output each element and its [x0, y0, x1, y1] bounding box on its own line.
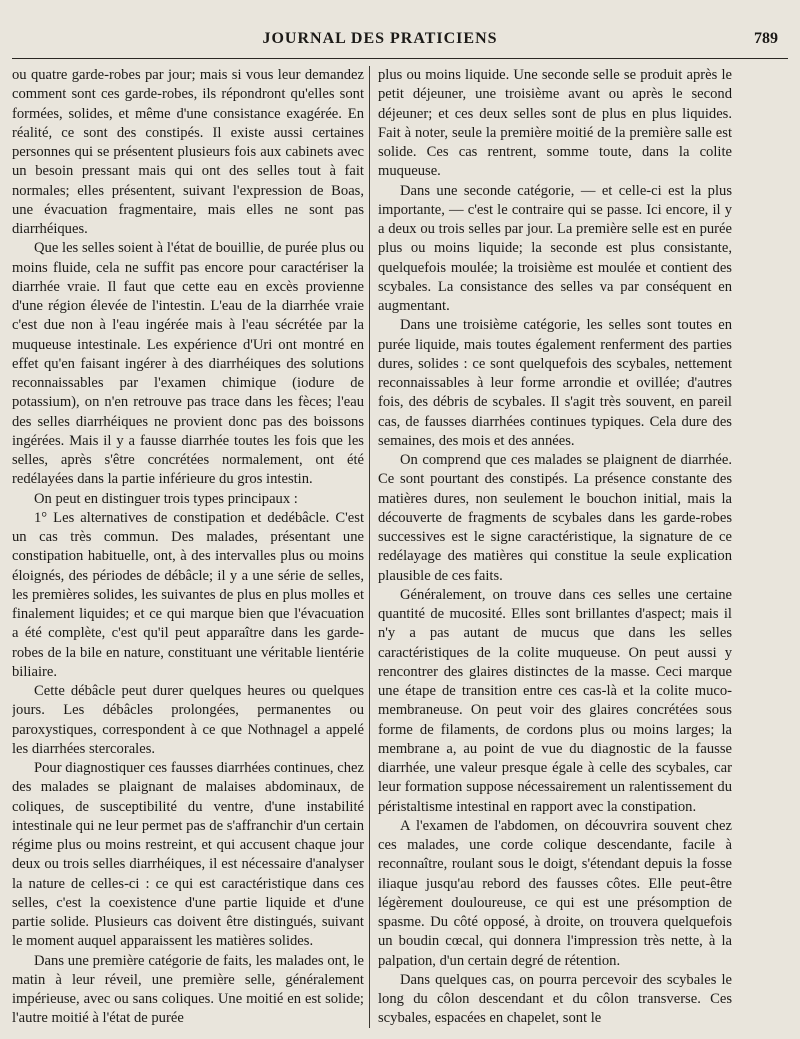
- left-column: [12, 66, 364, 1028]
- paragraph: plus ou moins liquide. Une seconde selle se produit après le petit déjeuner, une troisième avant ou après le second déjeuner; et ces deux selles sont de plus en plus liquides. Fait à noter, seule la première moitié de la première salle est solide. Ces cas rentrent, somme toute, dans la colite muqueuse.: [378, 67, 732, 180]
- paragraph: 1° Les alternatives de constipation et dedébâcle. C'est un cas très commun. Des malades, présentant une constipation habituelle, ont, à des intervalles plus ou moins éloignés, des périodes de débâcle; il y a une série de selles, les premières solides, les suivantes de plus en plus molles et finalement liquides; et ce qui marque bien que l'évacuation a été complète, c'est qu'il peut apparaître dans les garde-robes de la bile en nature, constituant une véritable lientérie biliaire.: [12, 509, 364, 680]
- paragraph: A l'examen de l'abdomen, on découvrira souvent chez ces malades, une corde colique descendante, facile à reconnaître, roulant sous le doigt, s'étendant depuis la fosse iliaque jusqu'au rebord des fausses côtes. Elle peut-être légèrement douloureuse, ce qui est une présomption de spasme. Du côté opposé, à droite, on trouvera quelquefois un boudin cœcal, qui donnera l'impression très nette, à la palpation, d'un certain degré de rétention.: [378, 817, 732, 969]
- paragraph: Dans une première catégorie de faits, les malades ont, le matin à leur réveil, une première selle, généralement impérieuse, avec ou sans coliques. Une moitié en est solide; l'autre moitié à l'état de purée: [12, 952, 364, 1027]
- right-column: [378, 66, 732, 1028]
- paragraph: Pour diagnostiquer ces fausses diarrhées continues, chez des malades se plaignant de malaises abdominaux, de coliques, de susceptibilité du ventre, d'une instabilité intestinale qui ne leur permet pas de s'affranchir d'un certain régime plus ou moins restreint, et qui accusent chaque jour deux ou trois selles diarrhéiques, il est nécessaire d'analyser la nature de celles-ci : ce qui est caractéristique dans ces selles, c'est la coexistence d'une partie liquide et d'une partie solide. Plusieurs cas doivent être distingués, suivant le moment auquel apparaissent les matières solides.: [12, 760, 364, 950]
- paragraph: On peut en distinguer trois types principaux :: [34, 490, 298, 507]
- paragraph: Que les selles soient à l'état de bouillie, de purée plus ou moins fluide, cela ne suffit pas encore pour caractériser la diarrhée vraie. Il faut que cette eau en excès provienne d'une région élevée de l'intestin. L'eau de la diarrhée vraie c'est due non à l'eau ingérée mais à l'eau sécrétée par la muqueuse intestinale. Les expérience d'Uri ont montré en effet qu'en faisant ingérer à des diarrhéiques des solutions reconnaissables par l'examen chimique (iodure de potassium), on n'en retrouve pas trace dans les fèces; l'eau des selles diarrhéiques ne provient donc pas des boissons ingérées. Mais il y a fausse diarrhée toutes les fois que les selles, après s'être concrétées normalement, ont été redélayées dans la partie inférieure du gros intestin.: [12, 240, 364, 488]
- paragraph: Dans quelques cas, on pourra percevoir des scybales le long du côlon descendant et du côlon transverse. Ces scybales, espacées en chapelet, sont le: [378, 971, 732, 1027]
- paragraph: Généralement, on trouve dans ces selles une certaine quantité de mucosité. Elles sont brillantes d'aspect; mais il n'y a pas autant de mucus que dans les selles caractéristiques de la colite muqueuse. On peut aussi y rencontrer des glaires distinctes de la masse. Ceci marque une étape de transition entre ces cas-là et la colite muco-membraneuse. On peut voir des glaires concrétées sous forme de filaments, de cordons plus ou moins larges; la membrane a, au point de vue du diagnostic de la fausse diarrhée, une valeur presque égale à celle des scybales, car leur formation suppose nécessairement un ralentissement du péristaltisme intestinal en rapport avec la constipation.: [378, 586, 732, 815]
- paragraph: ou quatre garde-robes par jour; mais si vous leur demandez comment sont ces garde-robes, ils répondront qu'elles sont formées, solides, et même d'une consistance exagérée. En réalité, ce sont des constipés. Il existe aussi certaines personnes qui se présentent plusieurs fois aux cabinets avec un besoin pressant mais qui ont des selles tout à fait normales; elles présentent, suivant l'expression de Boas, une évacuation fragmentaire, mais elles ne sont pas diarrhéiques.: [12, 67, 364, 237]
- running-header: [0, 30, 800, 52]
- header-rule: [12, 58, 788, 59]
- paragraph: Cette débâcle peut durer quelques heures ou quelques jours. Les débâcles prolongées, permanentes ou paroxystiques, correspondent à ce que Nothnagel a appelé les diarrhées stercorales.: [12, 683, 364, 757]
- paragraph: Dans une troisième catégorie, les selles sont toutes en purée liquide, mais toutes également renferment des parties dures, solides : ce sont quelquefois des scybales, nettement reconnaissables à leur forme arrondie et ovillée; d'autres fois, des débris de scybales. Il s'agit très souvent, en pareil cas, de fausses diarrhées continues typiques. Cela dure des semaines, des mois et des années.: [378, 317, 732, 449]
- page-number: 789: [754, 30, 778, 47]
- paragraph: On comprend que ces malades se plaignent de diarrhée. Ce sont pourtant des constipés. La présence constante des matières dures, non seulement le bouchon initial, mais la découverte de fragments de scybales dans les garde-robes successives est le signe caractéristique, la signature de ce redélayage des matières qui constitue la seule explication plausible de ces faits.: [378, 452, 732, 584]
- journal-title: JOURNAL DES PRATICIENS: [262, 30, 498, 47]
- column-divider: [369, 66, 370, 1028]
- paragraph: Dans une seconde catégorie, — et celle-ci est la plus importante, — c'est le contraire qui se passe. Ici encore, il y a deux ou trois selles par jour. La première selle est en purée plus ou moins liquide; la seconde est plus consistante, quelquefois moulée; la troisième est moulée et contient des scybales. La consistance des selles va par conséquent en augmentant.: [378, 182, 732, 314]
